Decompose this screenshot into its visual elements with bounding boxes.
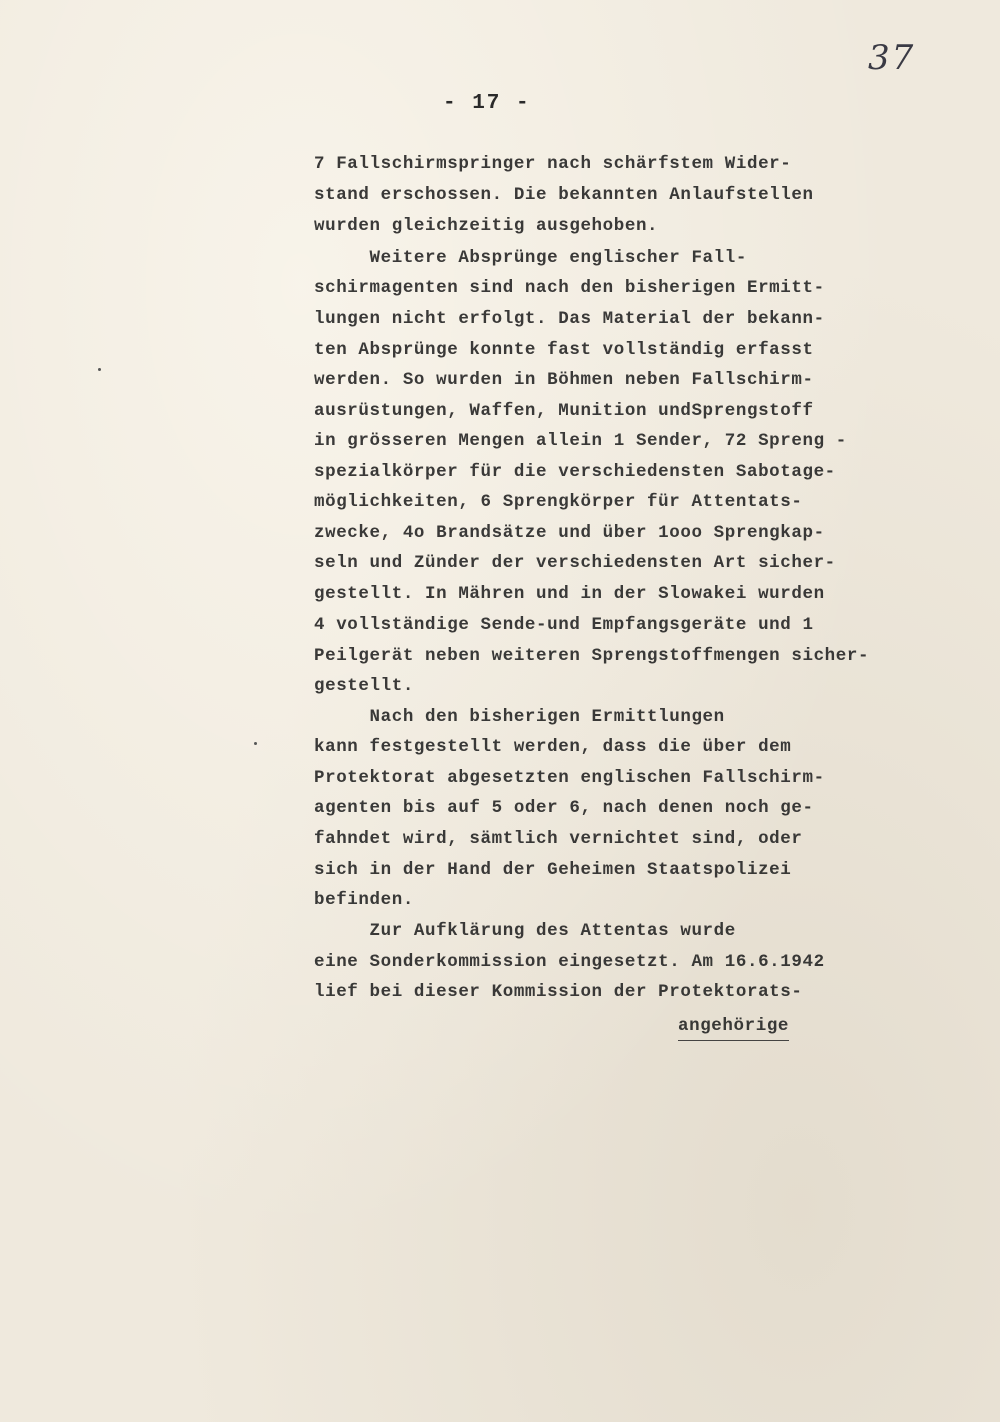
text-line: ausrüstungen, Waffen, Munition undSprengstoff <box>314 401 814 421</box>
text-line: spezialkörper für die verschiedensten Sabotage- <box>314 462 836 482</box>
text-line: schirmagenten sind nach den bisherigen Ermitt- <box>314 278 825 298</box>
text-line: agenten bis auf 5 oder 6, nach denen noch ge- <box>314 798 814 818</box>
text-line: gestellt. <box>314 676 414 696</box>
text-line: in grösseren Mengen allein 1 Sender, 72 Spreng - <box>314 431 847 451</box>
text-line: fahndet wird, sämtlich vernichtet sind, oder <box>314 829 803 849</box>
paper-speck <box>98 368 101 371</box>
text-line: möglichkeiten, 6 Sprengkörper für Attentats- <box>314 492 803 512</box>
text-line: kann festgestellt werden, dass die über dem <box>314 737 792 757</box>
paper-speck <box>254 742 257 745</box>
folio-number: 37 <box>868 38 916 78</box>
text-line: zwecke, 4o Brandsätze und über 1ooo Sprengkap- <box>314 523 825 543</box>
text-line: 4 vollständige Sende-und Empfangsgeräte und 1 <box>314 615 814 635</box>
text-line: Weitere Absprünge englischer Fall- <box>314 248 747 268</box>
text-line: wurden gleichzeitig ausgehoben. <box>314 216 659 236</box>
page-number: - 17 - <box>443 92 531 115</box>
text-line: lungen nicht erfolgt. Das Material der bekann- <box>314 309 825 329</box>
text-line: befinden. <box>314 890 414 910</box>
text-line: werden. So wurden in Böhmen neben Fallschirm- <box>314 370 814 390</box>
catchword: angehörige <box>678 1012 789 1041</box>
text-line: Nach den bisherigen Ermittlungen <box>314 707 725 727</box>
text-line: stand erschossen. Die bekannten Anlaufstellen <box>314 185 814 205</box>
text-line: eine Sonderkommission eingesetzt. Am 16.6.1942 <box>314 952 825 972</box>
text-line: Protektorat abgesetzten englischen Fallschirm- <box>314 768 825 788</box>
text-line: Peilgerät neben weiteren Sprengstoffmengen sicher- <box>314 646 870 666</box>
text-line: seln und Zünder der verschiedensten Art sicher- <box>314 553 836 573</box>
text-line: 7 Fallschirmspringer nach schärfstem Wider- <box>314 154 792 174</box>
text-line: lief bei dieser Kommission der Protektorats- <box>314 982 803 1002</box>
text-line: gestellt. In Mähren und in der Slowakei wurden <box>314 584 825 604</box>
text-line: ten Absprünge konnte fast vollständig erfasst <box>314 340 814 360</box>
text-line: sich in der Hand der Geheimen Staatspolizei <box>314 860 792 880</box>
text-line: Zur Aufklärung des Attentas wurde <box>314 921 736 941</box>
